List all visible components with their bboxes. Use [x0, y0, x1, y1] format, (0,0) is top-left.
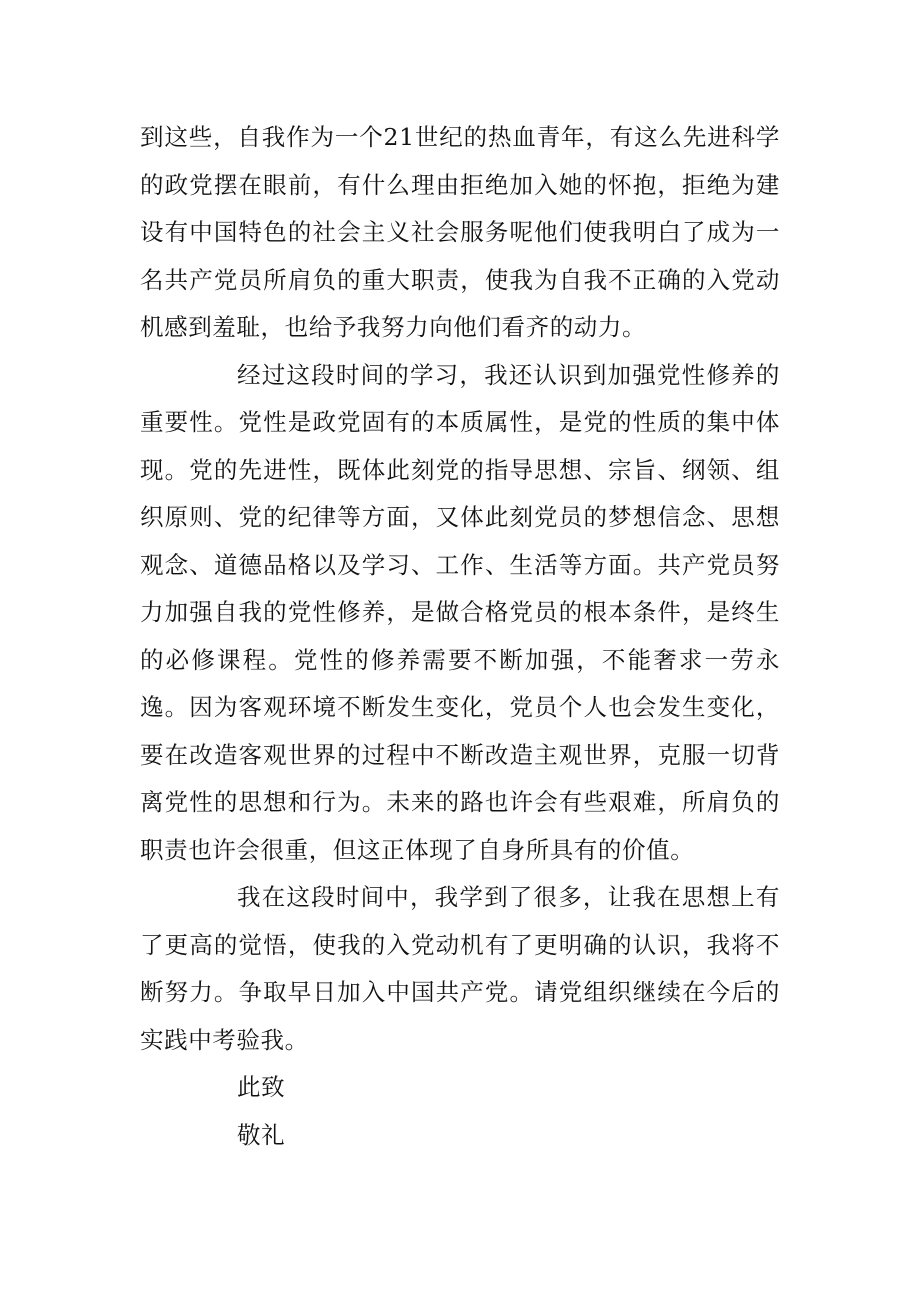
document-body [140, 114, 780, 1159]
closing-salutation: 此致 [237, 1073, 286, 1101]
paragraph-party-spirit: 经过这段时间的学习，我还认识到加强党性修养的重要性。党性是政党固有的本质属性，是党的性质的集中体现。党的先进性，既体此刻党的指导思想、宗旨、纲领、组织原则、党的纪律等方面，又体此刻党员的梦想信念、思想观念、道德品格以及学习、工作、生活等方面。共产党员努力加强自我的党性修养，是做合格党员的根本条件，是终生的必修课程。党性的修养需要不断加强，不能奢求一劳永逸。因为客观环境不断发生变化，党员个人也会发生变化，要在改造客观世界的过程中不断改造主观世界，克服一切背离党性的思想和行为。未来的路也许会有些艰难，所肩负的职责也许会很重，但这正体现了自身所具有的价值。 [140, 360, 780, 864]
closing-regards: 敬礼 [237, 1120, 286, 1149]
paragraph-conclusion: 我在这段时间中，我学到了很多，让我在思想上有了更高的觉悟，使我的入党动机有了更明确的认识，我将不断努力。争取早日加入中国共产党。请党组织继续在今后的实践中考验我。 [140, 883, 780, 1054]
paragraph-continuation: 到这些，自我作为一个21世纪的热血青年，有这么先进科学的政党摆在眼前，有什么理由拒绝加入她的怀抱，拒绝为建设有中国特色的社会主义社会服务呢他们使我明白了成为一名共产党员所肩负的重大职责，使我为自我不正确的入党动机感到羞耻，也给予我努力向他们看齐的动力。 [140, 123, 780, 341]
